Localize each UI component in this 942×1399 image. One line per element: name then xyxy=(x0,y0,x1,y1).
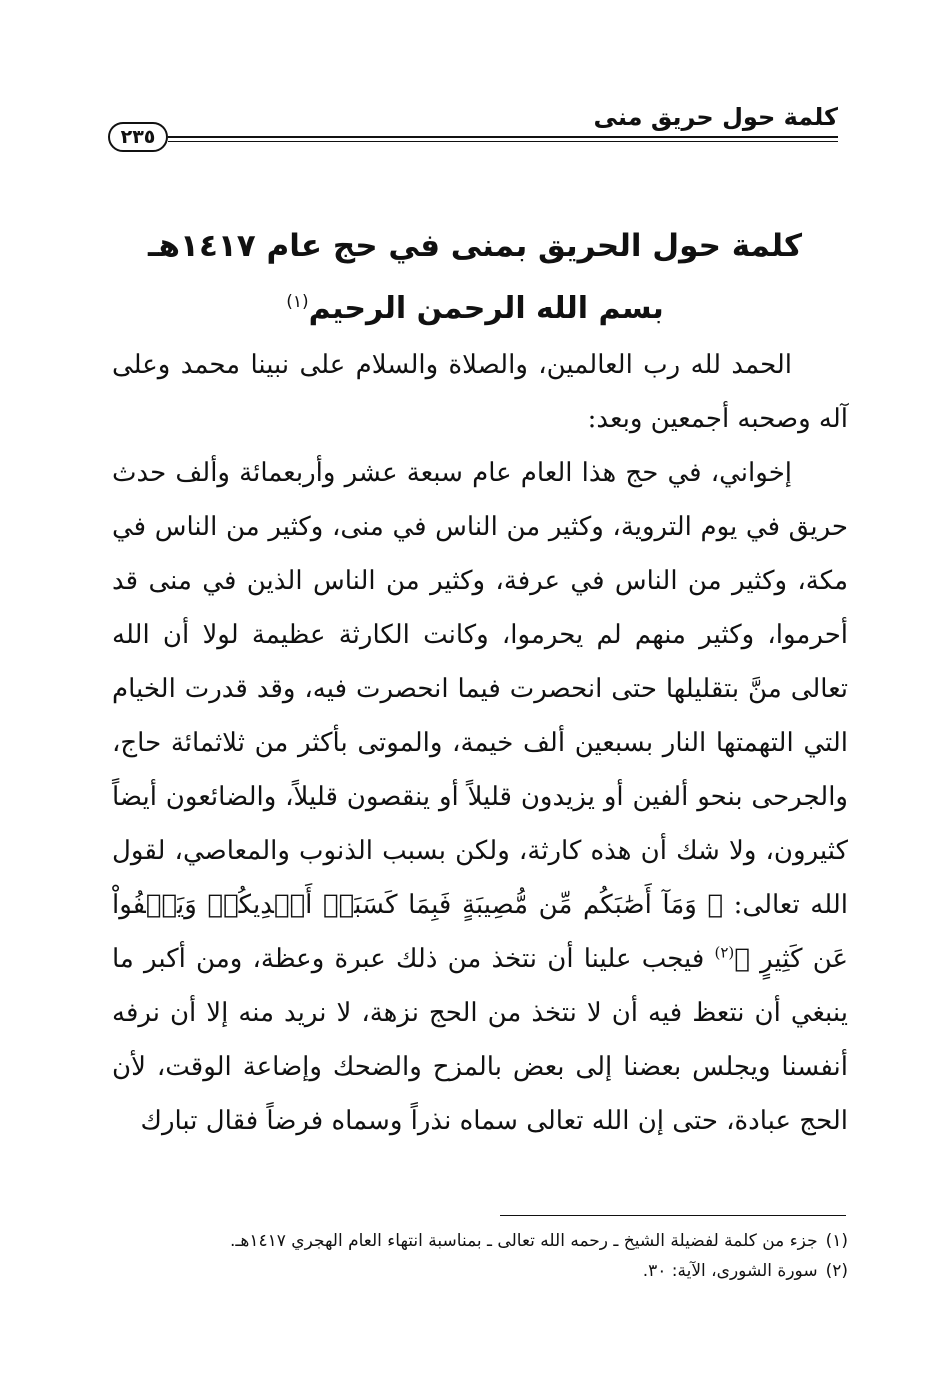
footnote-number: (٢) xyxy=(825,1261,848,1281)
running-header-title: كلمة حول حريق منى xyxy=(593,103,838,131)
header-rule-thin xyxy=(168,141,838,142)
basmala-text: بسم الله الرحمن الرحيم xyxy=(308,291,664,326)
footnote-text: سورة الشورى، الآية: ٣٠. xyxy=(642,1261,818,1281)
footnote-item xyxy=(112,1226,848,1256)
body-text xyxy=(112,338,848,1148)
page-number: ٢٣٥ xyxy=(108,122,168,152)
footnote-number: (١) xyxy=(825,1231,848,1251)
footnote-separator xyxy=(500,1215,846,1216)
paragraph-1: الحمد لله رب العالمين، والصلاة والسلام على نبينا محمد وعلى آله وصحبه أجمعين وبعد: xyxy=(112,350,848,434)
footnotes xyxy=(112,1226,848,1286)
paragraph-2 xyxy=(112,446,848,1148)
footnote-ref-1: (١) xyxy=(286,292,309,312)
quran-verse: ﴿ وَمَآ أَصَٰبَكُم مِّن مُّصِيبَةٍ فَبِمَا كَسَبَتۡ أَيۡدِيكُمۡ وَيَعۡفُواْ عَن كَثِيرٍ ﴾ xyxy=(112,890,848,974)
footnote-item xyxy=(112,1256,848,1286)
header-rule xyxy=(168,136,838,138)
footnote-text: جزء من كلمة لفضيلة الشيخ ـ رحمه الله تعالى ـ بمناسبة انتهاء العام الهجري ١٤١٧هـ. xyxy=(229,1231,818,1251)
footnote-ref-2: (٢) xyxy=(714,943,735,962)
running-header xyxy=(108,100,838,152)
chapter-title: كلمة حول الحريق بمنى في حج عام ١٤١٧هـ xyxy=(147,228,803,264)
basmala xyxy=(100,278,850,333)
paragraph-2-text: إخواني، في حج هذا العام عام سبعة عشر وأربعمائة وألف حدث حريق في يوم التروية، وكثير من الناس في منى، وكثير من الناس في مكة، وكثير من الناس في عرفة، وكثير من الناس الذين في منى قد أحرموا، وكثير منهم لم يحرموا، وكانت الكارثة عظيمة لولا أن الله تعالى منَّ بتقليلها حتى انحصرت فيما انحصرت فيه، وقد قدرت الخيام التي التهمتها النار بسبعين ألف خيمة، والموتى بأكثر من ثلاثمائة حاج، والجرحى بنحو ألفين أو يزيدون قليلاً أو ينقصون قليلاً، والضائعون أيضاً كثيرون، ولا شك أن هذه كارثة، ولكن بسبب الذنوب والمعاصي، لقول الله تعالى: xyxy=(112,458,848,920)
paragraph-2-continuation: فيجب علينا أن نتخذ من ذلك عبرة وعظة، ومن أكبر ما ينبغي أن نتعظ فيه أن لا نتخذ من الحج نزهة، لا نريد منه إلا أن نرفه أنفسنا ويجلس بعضنا إلى بعض بالمزح والضحك وإضاعة الوقت، لأن الحج عبادة، حتى إن الله تعالى سماه نذراً وسماه فرضاً فقال تبارك xyxy=(112,944,848,1136)
